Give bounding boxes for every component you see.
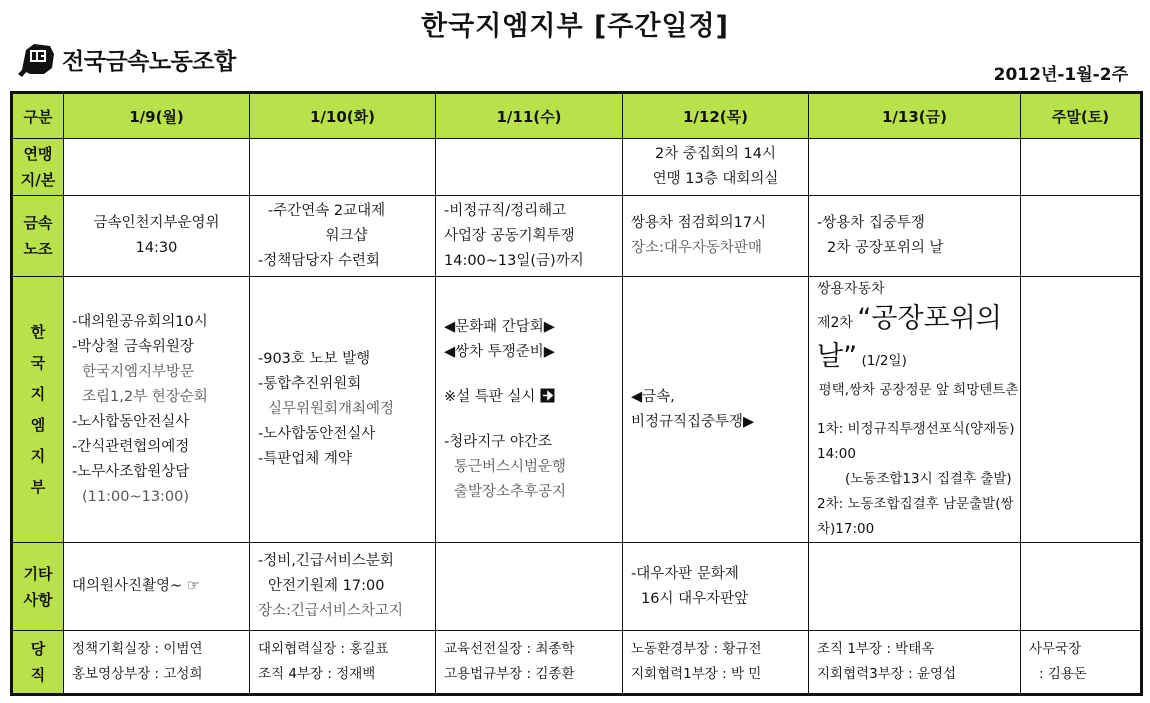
col-header-sat: 주말(토) bbox=[1021, 93, 1142, 139]
org-logo bbox=[16, 40, 236, 78]
cell-yeonmaeng-wed bbox=[436, 139, 623, 196]
col-header-mon: 1/9(월) bbox=[64, 93, 250, 139]
col-header-wed: 1/11(수) bbox=[436, 93, 623, 139]
cell-gita-sat bbox=[1021, 543, 1142, 631]
cell-yeonmaeng-fri bbox=[809, 139, 1021, 196]
table-row bbox=[12, 631, 1142, 695]
cell-geumsok-wed: -비정규직/정리해고 사업장 공동기획투쟁 14:00~13일(금)까지 bbox=[436, 196, 623, 277]
table-row bbox=[12, 196, 1142, 277]
row-label-jibu: 한 국 지 엠 지 부 bbox=[12, 277, 64, 543]
row-label-dangjik: 당 직 bbox=[12, 631, 64, 695]
cell-dangjik-fri: 조직 1부장 : 박태옥 지회협력3부장 : 윤영섭 bbox=[809, 631, 1021, 695]
cell-dangjik-wed: 교육선전실장 : 최종학 고용법규부장 : 김종환 bbox=[436, 631, 623, 695]
col-header-fri: 1/13(금) bbox=[809, 93, 1021, 139]
cell-dangjik-tue: 대외협력실장 : 홍길표 조직 4부장 : 정재백 bbox=[250, 631, 436, 695]
cell-jibu-fri: 쌍용자동차 제2차 “공장포위의 날” (1/2일) 평택,쌍차 공장정문 앞 희망텐트촌 1차: 비정규직투쟁선포식(양재동) 14:00 (노동조합13시 집결후 출발) 2차: 노동조합집결후 남문출발(쌍차)17:00 bbox=[809, 277, 1021, 543]
org-name: 전국금속노동조합 bbox=[62, 48, 236, 75]
cell-yeonmaeng-tue bbox=[250, 139, 436, 196]
table-row bbox=[12, 139, 1142, 196]
cell-jibu-sat bbox=[1021, 277, 1142, 543]
row-label-gita: 기타 사항 bbox=[12, 543, 64, 631]
cell-jibu-tue: -903호 노보 발행 -통합추진위원회 실무위원회개최예정 -노사합동안전실사 -특판업체 계약 bbox=[250, 277, 436, 543]
week-label: 2012년-1월-2주 bbox=[993, 65, 1128, 85]
cell-gita-tue: -정비,긴급서비스분회 안전기원제 17:00 장소:긴급서비스차고지 bbox=[250, 543, 436, 631]
col-header-thu: 1/12(목) bbox=[623, 93, 809, 139]
cell-geumsok-sat bbox=[1021, 196, 1142, 277]
table-row bbox=[12, 543, 1142, 631]
cell-geumsok-thu: 쌍용차 점검회의17시 장소:대우자동차판매 bbox=[623, 196, 809, 277]
col-header-tue: 1/10(화) bbox=[250, 93, 436, 139]
cell-geumsok-fri: -쌍용차 집중투쟁 2차 공장포위의 날 bbox=[809, 196, 1021, 277]
cell-gita-wed bbox=[436, 543, 623, 631]
cell-dangjik-mon: 정책기획실장 : 이범연 홍보영상부장 : 고성희 bbox=[64, 631, 250, 695]
schedule-table bbox=[10, 91, 1143, 696]
cell-gita-thu: -대우자판 문화제 16시 대우자판앞 bbox=[623, 543, 809, 631]
page-title: 한국지엠지부 [주간일정] bbox=[421, 11, 729, 42]
cell-gita-fri bbox=[809, 543, 1021, 631]
col-header-category: 구분 bbox=[12, 93, 64, 139]
table-header-row bbox=[12, 93, 1142, 139]
cell-dangjik-sat: 사무국장 : 김용돈 bbox=[1021, 631, 1142, 695]
union-fist-logo-icon bbox=[16, 40, 58, 78]
cell-dangjik-thu: 노동환경부장 : 황규전 지회협력1부장 : 박 민 bbox=[623, 631, 809, 695]
table-row bbox=[12, 277, 1142, 543]
cell-geumsok-tue: -주간연속 2교대제 워크샵 -정책담당자 수련회 bbox=[250, 196, 436, 277]
cell-yeonmaeng-mon bbox=[64, 139, 250, 196]
cell-jibu-mon: -대의원공유회의10시 -박상철 금속위원장 한국지엠지부방문 조립1,2부 현장순회 -노사합동안전실사 -간식관련협의예정 -노무사조합원상담 (11:00~13:00) bbox=[64, 277, 250, 543]
row-label-geumsok: 금속 노조 bbox=[12, 196, 64, 277]
cell-geumsok-mon: 금속인천지부운영위 14:30 bbox=[64, 196, 250, 277]
cell-jibu-thu: ◀금속, 비정규직집중투쟁▶ bbox=[623, 277, 809, 543]
row-label-yeonmaeng: 연맹 지/본 bbox=[12, 139, 64, 196]
cell-gita-mon: 대의원사진촬영~ ☞ bbox=[64, 543, 250, 631]
cell-jibu-wed: ◀문화패 간담회▶ ◀쌍차 투쟁준비▶ ※설 특판 실시 -청라지구 야간조 통근버스시범운행 출발장소추후공지 bbox=[436, 277, 623, 543]
box-arrow-right-icon bbox=[540, 388, 555, 403]
cell-yeonmaeng-sat bbox=[1021, 139, 1142, 196]
cell-yeonmaeng-thu: 2차 중집회의 14시 연맹 13층 대회의실 bbox=[623, 139, 809, 196]
